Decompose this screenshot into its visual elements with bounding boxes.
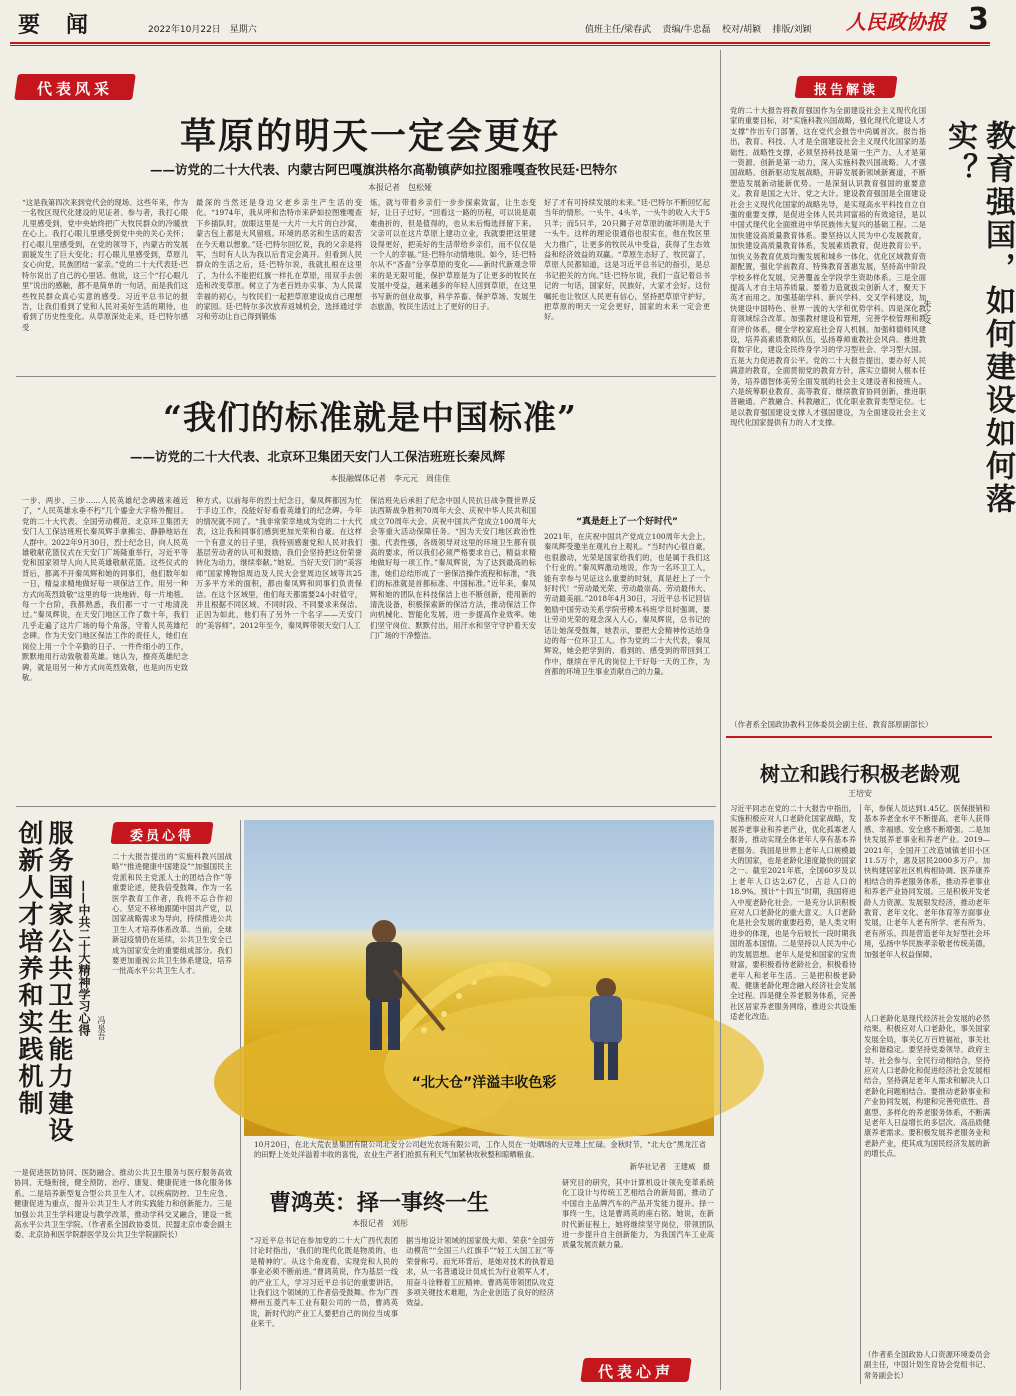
story2-column-2: 种方式。以前每年的烈士纪念日，秦凤辉都因为忙于手边工作，没能好好看看英雄们的纪念碑。今年的情况就不同了。“我非常荣幸地成为党的二十大代表，这让我和同事们感到更加光荣和自豪。在这样一个有意义的日子里，我特别感谢党和人民对我们基层劳动者的认可和鼓励，我们会坚持把这份荣誉转化为动力，继续奉献。”她说。当好天安门的“美容师”国家博物馆周边及人民大会堂周边区域等共25万多平方米的面积，都由秦凤辉和同事们负责保洁。在这个区域里，他们每天都需要24小时值守，并且根据不同区域、不同时段、不同要求来保洁。正因为如此，他们有了另外一个名字——天安门的“美容师”。2012年至今，秦凤辉带领天安门人工 — [196, 496, 362, 630]
issue-date: 2022年10月22日 星期六 — [148, 25, 257, 35]
story3-headline: 曹鸿英：择一事终一生 — [268, 1190, 489, 1216]
page-number: 3 — [968, 2, 989, 37]
aging-column-2: 年，参保人员达到1.45亿。医保报销和基本养老金水平不断提高，老年人获得感、幸福感、安全感不断增强。二是加快发展养老事业和养老产业。2019—2021年，全国开工改造城镇老旧小区11.5万个，惠及居民2000多万户。加快构建居家社区机构相协调、医养康养相结合的养老服务体系，推动养老事业和养老产业协同发展。三是积极开发老龄人力资源。发展银发经济，推动老年教育、老年文化、老年体育等方面事业发展，让老年人老有所学、老有所为、老有所乐。四是营造老年友好型社会环境，弘扬中华民族孝亲敬老传统美德，加强老年人权益保障。 — [864, 804, 990, 959]
aging-column-3: 人口老龄化是现代经济社会发展的必然结果。积极应对人口老龄化，事关国家发展全局，事关亿万百姓福祉，事关社会和谐稳定。要坚持党委领导、政府主导、社会参与、全民行动相结合，坚持应对人口老龄化和促进经济社会发展相结合，坚持满足老年人需求和解决人口老龄化问题相结合。要推动老龄事业和产业协同发展，构建和完善兜底性、普惠型、多样化的养老服务体系，不断满足老年人日益增长的多层次、高品质健康养老需求。要积极发展养老服务业和老龄产业，使其成为国民经济发展的新的增长点。 — [864, 1014, 990, 1159]
responsible-editor: 责编/牛忠磊 — [662, 25, 711, 35]
layout-editor: 排版/刘颖 — [772, 25, 812, 35]
story1-headline: 草原的明天一定会更好 — [179, 115, 560, 157]
photo-caption: 10月20日，在北大荒农垦集团有限公司北安分公司赵光农场有限公司，工作人员在一处晒场的大豆堆上忙碌。金秋时节，“北大仓”黑龙江省的田野上处处洋溢着丰收的喜悦，农业生产者们抢抓有利天气加紧秋收秋整和晾晒粮食。 — [254, 1140, 706, 1160]
aging-author: 王培安 — [848, 789, 872, 798]
report-headline: 教育强国，如何建设如何落实？ — [942, 120, 1015, 516]
story2-column-4: 2021年，在庆祝中国共产党成立100周年大会上，秦凤辉受邀坐在观礼台上观礼。“当时内心很自豪，也很激动，光荣是国家给我们的，也是属于我们这个行业的。”秦凤辉激动地说，作为一名环卫工人，能有幸参与见证这么重要的时刻，真是赶上了一个好时代！“劳动最光荣、劳动最崇高、劳动最伟大、劳动最美丽。”2018年4月30日，习近平总书记回信勉励中国劳动关系学院劳模本科班学员时强调，要让劳动光荣的观念深入人心。秦凤辉说，总书记的话让她深受鼓舞，她表示，要把大会精神传达给身边的每一位环卫工人。作为党的二十大代表，秦凤辉说，她会把学到的、看到的、感受到的带回到工作中，继续在平凡的岗位上干好每一天的工作，为首都的环境卫生事业贡献自己的力量。 — [544, 532, 710, 677]
story1-byline: 本报记者 包松娅 — [368, 183, 432, 192]
aging-column-divider — [860, 804, 861, 1384]
story1-column-2: 最深的当然还是身边父老乡亲生产生活的变化。“1974年，我从呼和浩特市来萨如拉图雅嘎查下乡插队时，放眼这里是一大片一大片的白沙窝，蒙古包上都是大风留痕。环境的恶劣和生活的艰苦在今天难以想象。”廷·巴特尔回忆说，我的父亲是将军，当时有人认为我以后肯定会离开。但看到人民群众的生活之后，廷·巴特尔说，我就扎根在这里了，为什么不能把红旗一样扎在草原，用双手去创造和改变草原。树立了为老百姓办实事、为人民谋幸福的初心，与牧民们一起把草原建设成自己理想的家园。廷·巴特尔多次放弃返城机会，选择通过学习和劳动让自己得到锻炼 — [196, 198, 362, 322]
aging-author-note: （作者系全国政协人口资源环境委员会副主任，中国计划生育协会党组书记、常务副会长） — [864, 1350, 990, 1380]
story1-column-4: 好了才有可持续发展的未来。”廷·巴特尔不断回忆起当年的情形。一头牛、4头羊，一头牛的收入大于5只羊；而5只羊，20只狮子对草原的破坏则是大于一头牛。这样的理论很通俗也很实在，他在牧区里大力推广，让更多的牧民从中受益，获得了生态效益和经济效益的双赢。“草原生态好了，牧民富了，草原人民都知道，这是习近平总书记的指引，是总书记把关的方向。”廷·巴特尔说，我们一直记着总书记的一句话，国家好，民族好，大家才会好。这份嘱托也让牧区人民更有信心，坚持把草原守护好，把草原的明天一定会更好，国家的未来一定会更好。 — [544, 198, 710, 322]
column-divider-right-bottom — [720, 806, 721, 1390]
committee-body-bottom: 一是促进医防协同、医防融合。推动公共卫生服务与医疗服务高效协同、无缝衔接，健全预防、治疗、康复、健康促进一体化服务体系。二是培养新型复合型公共卫生人才。以疾病防控、卫生应急、健康促进为重点，提升公共卫生人才的实践能力和创新能力。三是加强公共卫生学科建设与教学改革，推动学科交叉融合，建设一批高水平公共卫生学院。（作者系全国政协委员、民盟北京市委会副主委、北京协和医学院群医学及公共卫生学院副院长） — [14, 1168, 232, 1240]
story1-column-3: 炼，就与带着乡亲们一步步探索致富，让生态变好，让日子过好。“回看这一路的历程，可以说是艰难曲折的，但是值得的，也从未后悔选择留下来。父亲可以在这片草原上建功立业，我就要把这里建设得更好，把美好的生活带给乡亲们，而不仅仅是一个人的幸福。”廷·巴特尔动情地说。如今，廷·巴特尔从不“吝啬”分享草原的变化——新时代新观念带来的是无限可能，保护草原是为了让更多的牧民在发展中受益，越来越多的年轻人回到草原，在这里书写新的创业故事，科学养畜、保护草场、发展生态旅游，牧民生活过上了更好的日子。 — [370, 198, 536, 312]
photo-credit: 新华社记者 王建威 摄 — [629, 1162, 710, 1171]
committee-subheadline: ——中共二十大精神学习心得 — [77, 880, 91, 1036]
story2-headline: “我们的标准就是中国标准” — [163, 398, 577, 437]
masthead — [10, 2, 990, 40]
story2-column-4-heading: “真是赶上了一个好时代” — [576, 517, 678, 527]
report-body: 党的二十大报告将教育强国作为全面建设社会主义现代化国家的重要目标，对“实施科教兴国战略，强化现代化建设人才支撑”作出专门部署，这在党代会报告中尚属首次。报告指出，教育、科技、人才是全面建设社会主义现代化国家的基础性、战略性支撑，必须坚持科技是第一生产力、人才是第一资源、创新是第一动力，深入实施科教兴国战略、人才强国战略、创新驱动发展战略，开辟发展新领域新赛道，不断塑造发展新动能新优势。一是深刻认识教育强国的重要意义。教育是国之大计、党之大计。建设教育强国是全面建设社会主义现代化国家的战略先导，是实现高水平科技自立自强的重要支撑，是促进全体人民共同富裕的有效途径，是以中国式现代化全面推进中华民族伟大复兴的基础工程。二是加快建设高质量教育体系。要坚持以人民为中心发展教育，加快建设高质量教育体系，发展素质教育，促进教育公平。加快义务教育优质均衡发展和城乡一体化，优化区域教育资源配置，强化学前教育、特殊教育普惠发展，坚持高中阶段学校多样化发展，完善覆盖全学段学生资助体系。三是全面提高人才自主培养质量。要着力造就拔尖创新人才，聚天下英才而用之。加强基础学科、新兴学科、交叉学科建设，加快建设中国特色、世界一流的大学和优势学科。四是深化教育领域综合改革。加强教材建设和管理，完善学校管理和教育评价体系，健全学校家庭社会育人机制。加强师德师风建设，培养高素质教师队伍，弘扬尊师重教社会风尚。推进教育数字化，建设全民终身学习的学习型社会、学习型大国。五是大力促进教育公平。党的二十大报告提出，要办好人民满意的教育，全面贯彻党的教育方针，落实立德树人根本任务，培养德智体美劳全面发展的社会主义建设者和接班人。六是统筹职业教育、高等教育、继续教育协同创新，推进职普融通、产教融合、科教融汇，优化职业教育类型定位。七是以教育强国建设支撑人才强国建设，为全面建设社会主义现代化国家提供有力的人才支撑。 — [730, 106, 926, 428]
story2-byline: 本报融媒体记者 李元元 周佳佳 — [330, 474, 450, 483]
masthead-rule — [10, 42, 990, 44]
story1-subheadline: ——访党的二十大代表、内蒙古阿巴嘎旗洪格尔高勒镇萨如拉图雅嘎查牧民廷·巴特尔 — [150, 162, 618, 177]
story3-column-1: “习近平总书记在参加党的二十大广西代表团讨论时指出，‘我们的现代化既是物质的，也是精神的’。从这个角度看，实现党和人民的事业必须不断前进。”曹鸿英说，作为基层一线的产业工人，学习习近平总书记的重要讲话，让我们这个领域的工作者倍受鼓舞。作为广西柳州五菱汽车工业有限公司的一员，曹鸿英说，新时代的产业工人要把自己的岗位当成事业来干。 — [250, 1236, 398, 1329]
column-tag-text: 代表风采 — [36, 80, 113, 98]
photo-caption-title: “北大仓”洋溢丰收色彩 — [411, 1075, 557, 1091]
story3-column-2: 据当地设计领域的国家级大师、荣获“全国劳动模范”“全国三八红旗手”“轻工大国工匠”等荣誉称号。而光环背后，是她对技术的执着追求，从一名普通设计员成长为行业领军人才，用奋斗诠释着工匠精神。曹鸿英带领团队攻克多项关键技术难题，为企业创造了良好的经济效益。 — [406, 1236, 554, 1308]
story-divider — [16, 376, 716, 377]
report-author: 朱之文 — [923, 300, 932, 324]
report-tag-text: 报告解读 — [813, 83, 878, 98]
report-divider — [726, 736, 992, 738]
proofreader: 校对/胡颖 — [722, 25, 762, 35]
column-divider-right — [720, 50, 721, 806]
story3-byline: 本报记者 刘彤 — [352, 1219, 408, 1228]
aging-column-1: 习近平同志在党的二十大报告中指出，实施积极应对人口老龄化国家战略，发展养老事业和养老产业，优化孤寡老人服务，推动实现全体老年人享有基本养老服务。我国是世界上老年人口规模最大的国家，也是老龄化速度最快的国家之一。截至2021年底，全国60岁及以上老年人口达2.67亿，占总人口的18.9%。预计“十四五”时期，我国将进入中度老龄化社会。一是充分认识积极应对人口老龄化的重大意义。人口老龄化是社会发展的重要趋势，是人类文明进步的体现，也是今后较长一段时期我国的基本国情。二是坚持以人民为中心的发展思想。老年人是党和国家的宝贵财富，要积极看待老龄社会，积极看待老年人和老年生活。三是把积极老龄观、健康老龄化理念融入经济社会发展全过程。四是健全养老服务体系，完善社区居家养老服务网络，推进公共设施适老化改造。 — [730, 804, 856, 1022]
editor-on-duty: 值班主任/梁春武 — [585, 25, 652, 35]
story2-column-3: 保洁班先后承担了纪念中国人民抗日战争暨世界反法西斯战争胜利70周年大会、庆祝中华人民共和国成立70周年大会、庆祝中国共产党成立100周年大会等重大活动保障任务。“因为天安门地区政治性强、代表性强，各级领导对这里的环境卫生都有很高的要求，所以我们必须严格要求自己，精益求精地做好每一项工作。”秦凤辉说，为了达到最高的标准，她们总结形成了一套保洁操作流程和标准，“我们的标准就是首都标准、中国标准。”近年来，秦凤辉和她的团队在科技保洁上也不断创新，使用新的清洗设备，积极探索新的保洁方法，推动保洁工作向机械化、智能化发展，进一步提高作业效率。她们坚守岗位、默默付出，用汗水和坚守守护着天安门广场的干净整洁。 — [370, 496, 536, 641]
footer-tag-text: 代表心声 — [597, 1363, 674, 1381]
story-divider-2 — [16, 806, 716, 807]
section-label: 要 闻 — [18, 12, 91, 38]
harvest-photo — [244, 820, 714, 1136]
story1-column-1: “这是我第四次来到党代会的现场。这些年来，作为一名牧区现代化建设的见证者、参与者，我打心眼儿里感受到，党中央始终把广大牧民群众的冷暖放在心上。我打心眼儿里感受到党中央的关心关怀；打心眼儿里感受到，在党的领导下，内蒙古的发展面貌发生了巨大变化；打心眼儿里感受到，草原儿女心向党，民族团结一家亲。”党的二十大代表廷·巴特尔说出了自己的心里话。他说，这三个“打心眼儿里”说出的感触，都不是简单的一句话，而是我们这些牧民群众真心实意的感受。习近平总书记的报告，让我们看到了党和人民对美好生活的期待，也看到了历史性变化。从草原深处走来，廷·巴特尔感受 — [22, 198, 188, 332]
editorial-credits — [585, 22, 812, 35]
story2-subheadline: ——访党的二十大代表、北京环卫集团天安门人工保洁班班长秦凤辉 — [130, 449, 506, 464]
masthead-rule-thin — [10, 45, 990, 46]
report-author-note: （作者系全国政协教科卫体委员会副主任、教育部原副部长） — [730, 720, 933, 729]
committee-headline: 服务国家公共卫生能力建设 创新人才培养和实践机制 — [15, 820, 74, 1144]
aging-headline: 树立和践行积极老龄观 — [760, 762, 960, 786]
committee-author: 冯泉吾 — [97, 1016, 106, 1040]
paper-name-logo: 人民政协报 — [846, 10, 946, 34]
committee-tag-text: 委员心得 — [129, 829, 194, 844]
committee-body-top: 二十大报告提出的“实施科教兴国战略”“推进健康中国建设”“加强国民主党派和民主党派人士的团结合作”等重要论述，使我倍受鼓舞。作为一名医学教育工作者，我将不忘合作初心、坚定不移地跟随中国共产党，以国家战略需求为导向，持续推进公共卫生人才培养体系改革。当前，全球新冠疫情仍在延续，公共卫生安全已成为国家安全的重要组成部分。我们要更加重视公共卫生体系建设，培养一批高水平公共卫生人才。 — [112, 852, 232, 976]
story3-column-3: 研究目的研究，其中计算机设计领先变革系统化工设计与传统工艺相结合的新局面，推动了中国自主品牌汽车的产品开发能力提升。择一事终一生，这是曹鸿英的座右铭。她说，在新时代新征程上，她将继续坚守岗位，带领团队进一步提升自主创新能力，为我国汽车工业高质量发展贡献力量。 — [562, 1178, 714, 1250]
story2-column-1: 一步、两步、三步……人民英雄纪念碑越来越近了，“人民英雄永垂不朽”几个鎏金大字格外醒目。党的二十大代表、全国劳动模范、北京环卫集团天安门人工保洁班班长秦凤辉手拿拂尘、静静地站在人群中。2022年9月30日，烈士纪念日，向人民英雄敬献花篮仪式在天安门广场隆重举行，习近平等党和国家领导人向人民英雄敬献花篮。这些仪式的背后，都离不开秦凤辉和她的同事们，他们数年如一日，精益求精地做好每一项保洁工作。用另一种方式向英烈致敬“这里的每一块地砖、每一片地毯、每一个台阶，我都熟悉，我们都一寸一寸地清洗过。”秦凤辉说，在天安门地区工作了数十年，我们几乎走遍了这片广场的每个角落，守着人民英雄纪念碑。作为天安门地区保洁工作的责任人，她们在岗位上用一个个辛勤的日子、一件件细小的工作，默默地用行动致敬着英雄。她认为，擦亮英雄纪念碑，就是用另一种方式向英烈致敬，也是向历史致敬。 — [22, 496, 188, 682]
